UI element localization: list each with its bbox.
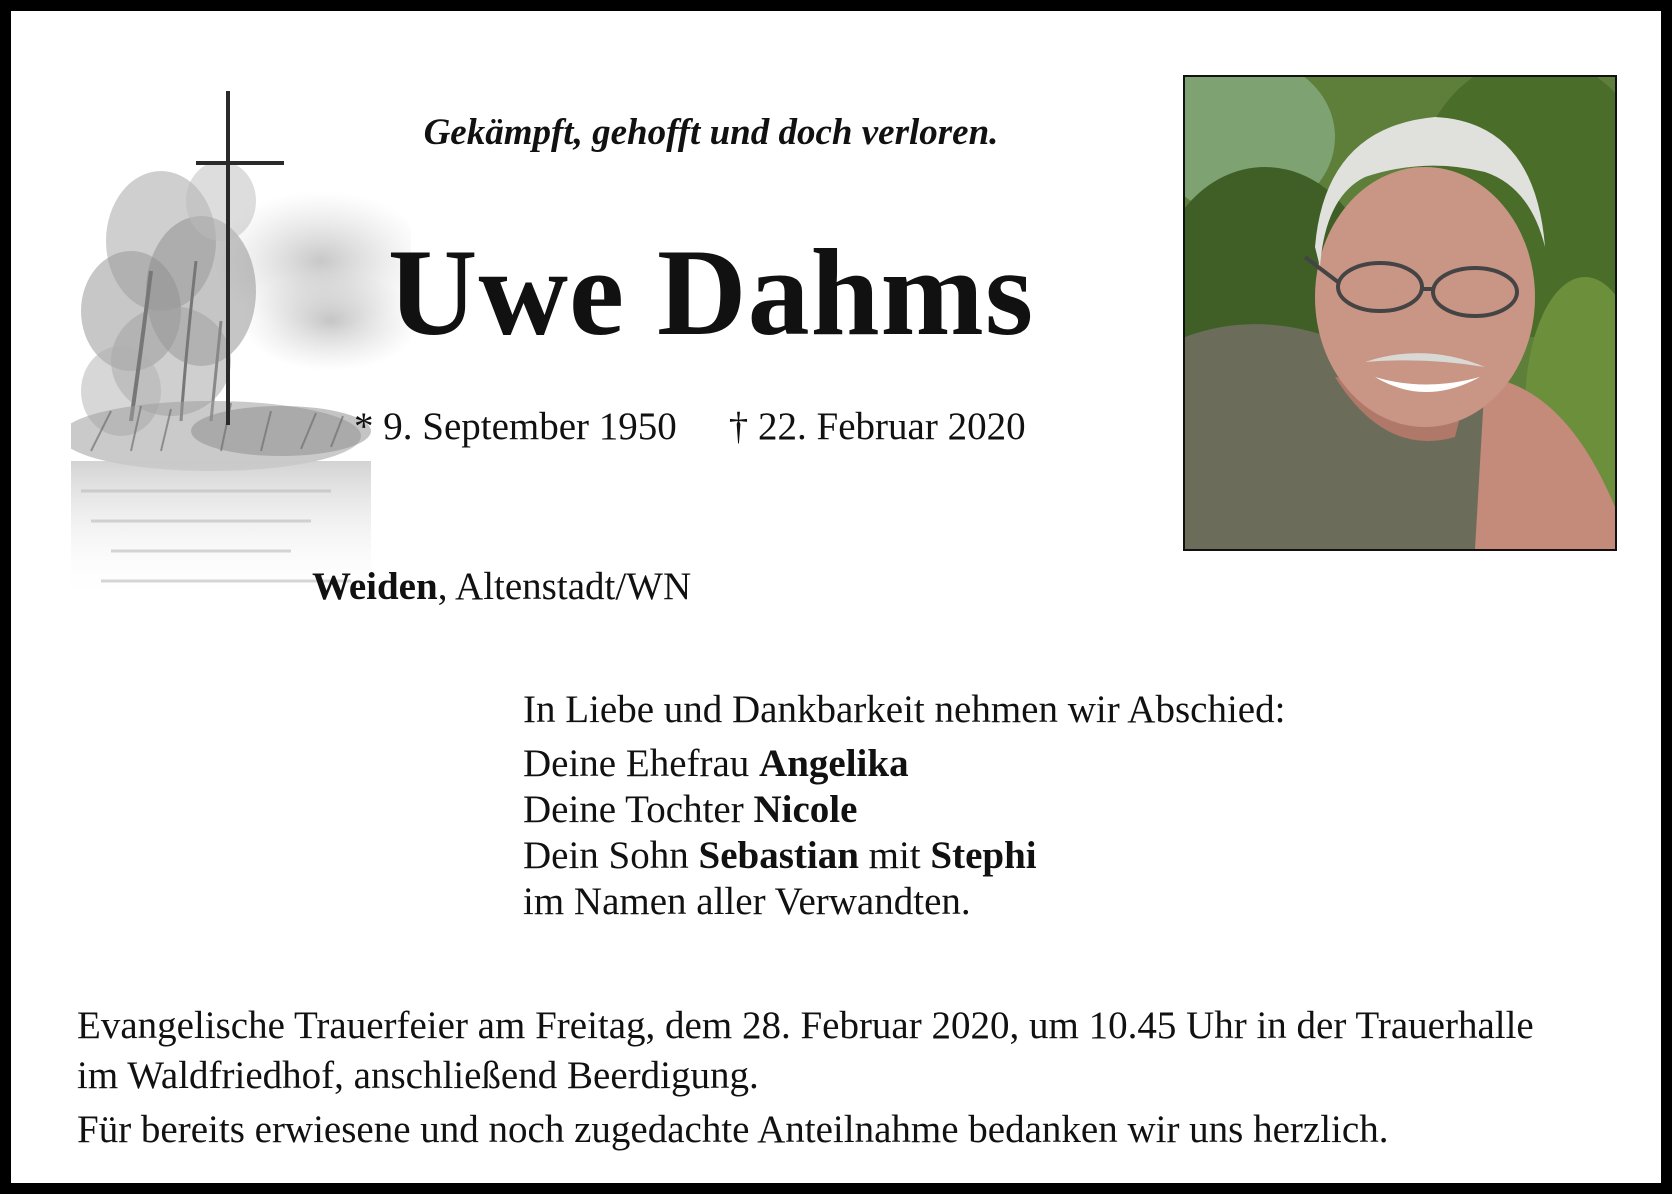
mourners-intro: In Liebe und Dankbarkeit nehmen wir Abschied:	[523, 688, 1286, 731]
mourner-relation: Dein Sohn	[523, 834, 699, 877]
mourner-relation: Deine Ehefrau	[523, 742, 760, 785]
place	[312, 564, 691, 609]
portrait-photo	[1183, 75, 1617, 551]
place-city: Weiden	[312, 565, 438, 608]
mourner-line	[523, 741, 1285, 787]
deceased-name: Uwe Dahms	[387, 224, 1035, 361]
mourner-name: Stephi	[930, 834, 1037, 877]
birth-date: * 9. September 1950	[354, 405, 677, 448]
place-district: , Altenstadt/WN	[437, 565, 692, 608]
mourners-block	[523, 687, 1285, 925]
thanks-note: Für bereits erwiesene und noch zugedachte Anteilnahme bedanken wir uns herzlich.	[77, 1108, 1389, 1151]
mourner-line	[523, 787, 1285, 833]
life-dates	[354, 404, 1026, 449]
mourner-name: Sebastian	[698, 834, 859, 877]
mourner-relation: Deine Tochter	[523, 788, 754, 831]
mourner-name: Nicole	[753, 788, 858, 831]
ceremony-notice: Evangelische Trauerfeier am Freitag, dem 28. Februar 2020, um 10.45 Uhr in der Trauerhalle im Waldfriedhof, anschließend Beerdigung.	[77, 1004, 1534, 1097]
mourner-closing: im Namen aller Verwandten.	[523, 880, 971, 923]
death-date: † 22. Februar 2020	[728, 405, 1026, 448]
motto: Gekämpft, gehofft und doch verloren.	[423, 112, 999, 153]
mourner-connector: mit	[858, 834, 931, 877]
portrait-image	[1185, 77, 1615, 549]
mourner-name: Angelika	[759, 742, 909, 785]
cross-landscape-illustration	[71, 91, 411, 631]
mourner-line	[523, 833, 1285, 879]
